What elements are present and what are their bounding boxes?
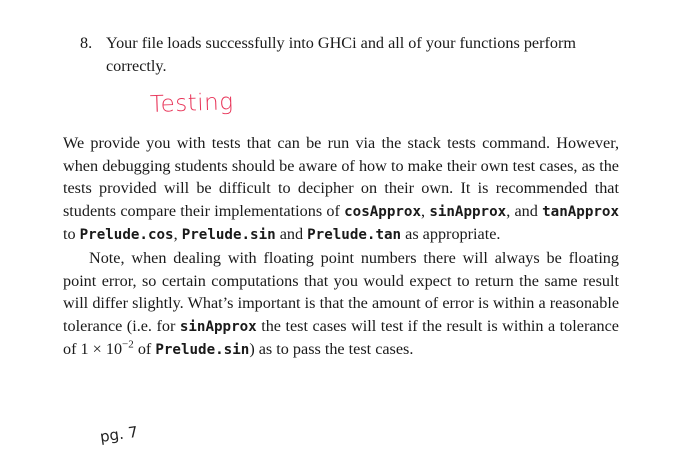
text-run: ) as to pass the test cases. bbox=[249, 340, 414, 359]
code-sinapprox: sinApprox bbox=[429, 203, 507, 220]
text-run: the test cases will test if the result is within a tolerance of 1 × 10 bbox=[63, 316, 619, 359]
text-run: , and bbox=[506, 201, 543, 220]
handwritten-page-note: pg. 7 bbox=[98, 422, 140, 446]
text-run: of bbox=[133, 340, 156, 359]
list-item-8 bbox=[80, 32, 625, 78]
text-run: and bbox=[275, 225, 308, 244]
handwritten-heading: Testing bbox=[149, 89, 234, 118]
text-run: , bbox=[173, 225, 182, 244]
code-sinapprox: sinApprox bbox=[179, 318, 257, 335]
text-run: We provide you with tests that can be run via the stack tests command. However, when debugging students should be aware of how to make their own test cases, as the tests provided will be difficult to decipher on their own. It is recommended that students compare their implementations of bbox=[63, 134, 619, 220]
code-prelude-tan: Prelude.tan bbox=[307, 227, 402, 244]
text-run: to bbox=[63, 225, 80, 244]
list-item-text: Your file loads successfully into GHCi and all of your functions perform correctly. bbox=[106, 34, 576, 75]
code-tanapprox: tanApprox bbox=[542, 203, 619, 220]
text-run: as appropriate. bbox=[401, 225, 501, 244]
text-run: , bbox=[421, 201, 430, 220]
code-cosapprox: cosApprox bbox=[344, 203, 421, 220]
list-item-number: 8. bbox=[80, 34, 93, 52]
paragraph-tests bbox=[63, 132, 619, 247]
exponent: −2 bbox=[122, 338, 134, 351]
code-prelude-cos: Prelude.cos bbox=[79, 227, 174, 244]
code-prelude-sin: Prelude.sin bbox=[155, 342, 250, 359]
code-prelude-sin: Prelude.sin bbox=[181, 227, 276, 244]
body-text bbox=[63, 132, 619, 362]
text-run: Note, when dealing with floating point numbers there will always be floating point error, so certain computations that you would expect to return the same result will differ slightly. What’s important is that the amount of error is within a reasonable tolerance (i.e. for bbox=[63, 248, 619, 335]
paragraph-floating-point bbox=[63, 247, 619, 362]
